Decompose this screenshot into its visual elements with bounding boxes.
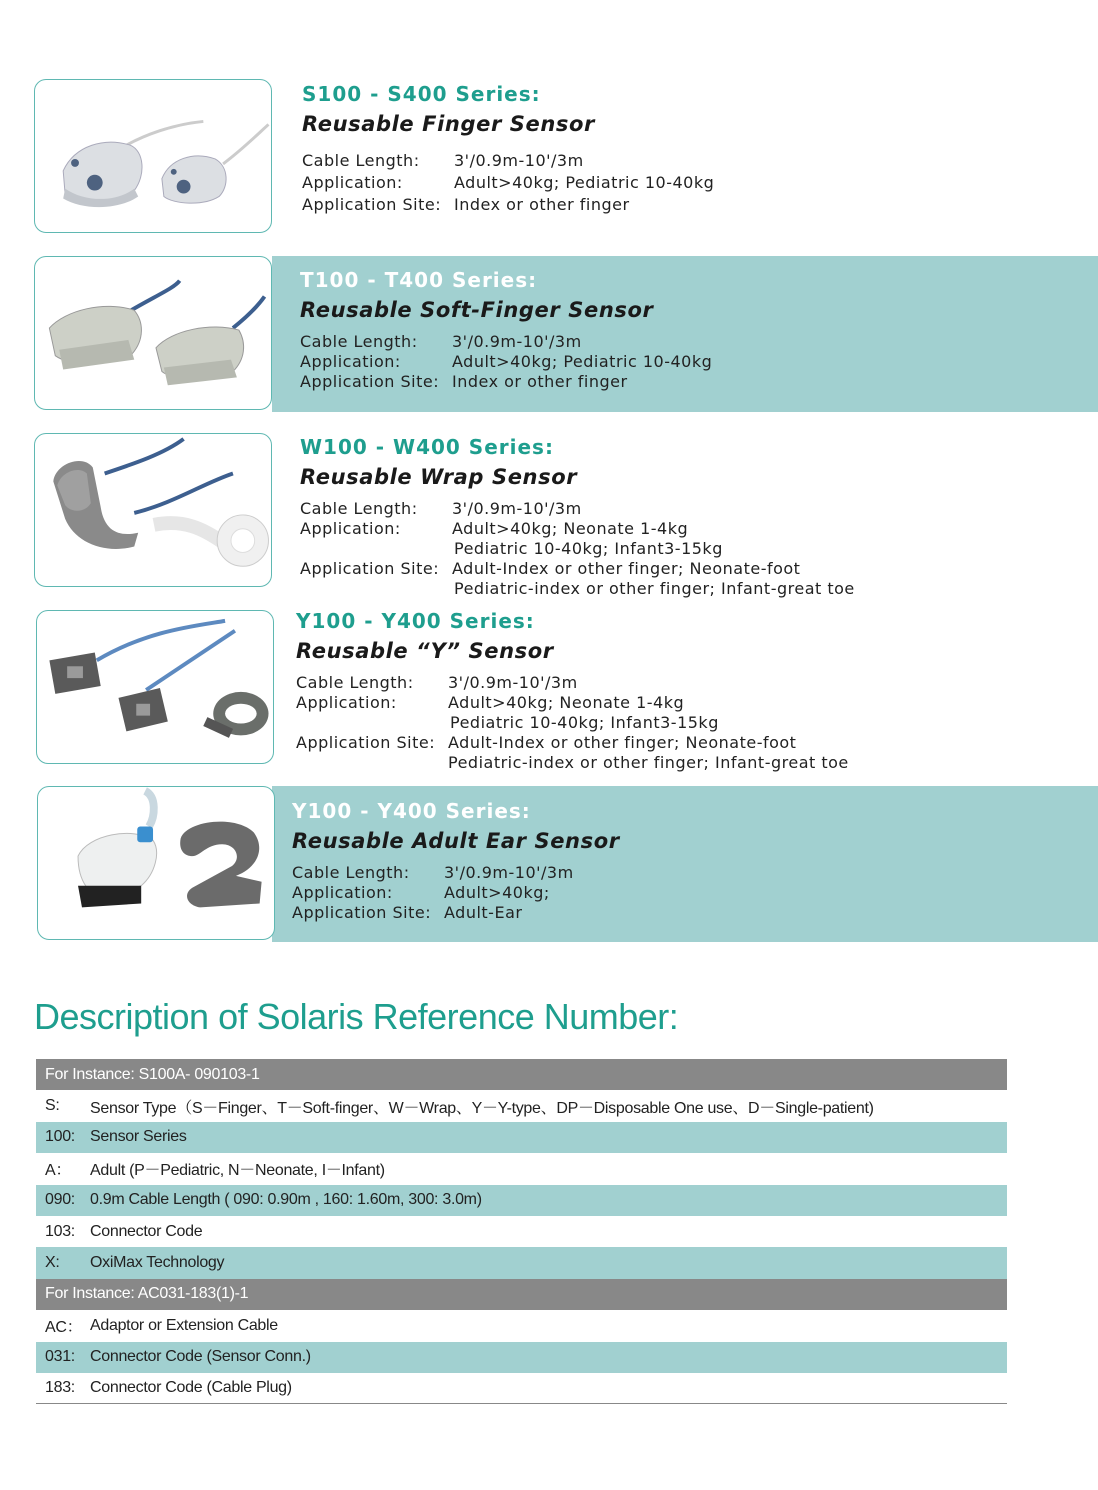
- series-title: T100 - T400 Series:: [300, 268, 538, 292]
- spec-label: Application:: [292, 883, 393, 902]
- soft-finger-sensor-illustration: [35, 257, 271, 409]
- series-title: Y100 - Y400 Series:: [292, 799, 531, 823]
- spec-value: Pediatric-index or other finger; Infant-great toe: [448, 753, 849, 772]
- spec-value: Index or other finger: [454, 195, 630, 214]
- series-title: Y100 - Y400 Series:: [296, 609, 535, 633]
- spec-label: Application:: [300, 519, 401, 538]
- product-name: Reusable Soft-Finger Sensor: [300, 298, 654, 322]
- spec-value: 3'/0.9m-10'/3m: [452, 332, 582, 351]
- table-row: [36, 1090, 1007, 1121]
- product-finger: [302, 82, 714, 216]
- product-name: Reusable “Y” Sensor: [296, 639, 554, 663]
- spec-label: Application:: [300, 352, 401, 371]
- row-code: 103:: [45, 1222, 75, 1240]
- spec-value: Adult>40kg; Pediatric 10-40kg: [452, 352, 713, 371]
- spec-value: 3'/0.9m-10'/3m: [448, 673, 578, 692]
- table-row: [36, 1342, 1007, 1373]
- table-row: [36, 1185, 1007, 1216]
- row-code: X:: [45, 1254, 60, 1272]
- instance-header: For Instance: S100A- 090103-1: [36, 1059, 1007, 1090]
- spec-value: Adult>40kg; Neonate 1-4kg: [448, 693, 685, 712]
- y-sensor-image: [36, 610, 274, 764]
- spec-value: 3'/0.9m-10'/3m: [452, 499, 582, 518]
- table-row: [36, 1216, 1007, 1247]
- y-sensor-illustration: [37, 611, 273, 763]
- product-y-sensor: [296, 609, 849, 773]
- spec-value: Adult-Ear: [444, 903, 523, 922]
- row-text: 0.9m Cable Length ( 090: 0.90m , 160: 1.60m, 300: 3.0m): [90, 1191, 482, 1209]
- row-code: AC：: [45, 1319, 83, 1337]
- wrap-sensor-image: [34, 433, 272, 587]
- table-row: [36, 1122, 1007, 1153]
- spec-value: Adult-Index or other finger; Neonate-foot: [448, 733, 797, 752]
- spec-label: Application Site:: [300, 372, 440, 391]
- table-row: [36, 1247, 1007, 1278]
- spec-label: Cable Length:: [296, 673, 414, 692]
- spec-list: [300, 332, 712, 392]
- row-text: Adaptor or Extension Cable: [90, 1316, 278, 1334]
- description-title: Description of Solaris Reference Number:: [34, 996, 679, 1037]
- row-code: 183:: [45, 1379, 75, 1397]
- row-code: S:: [45, 1097, 60, 1115]
- product-name: Reusable Wrap Sensor: [300, 465, 578, 489]
- row-code: 100:: [45, 1128, 75, 1146]
- row-text: Adult (P－Pediatric, N－Neonate, I－Infant): [90, 1162, 385, 1180]
- spec-list: [300, 499, 855, 599]
- soft-finger-sensor-image: [34, 256, 272, 410]
- ear-sensor-image: [37, 786, 275, 940]
- spec-value: 3'/0.9m-10'/3m: [454, 151, 584, 170]
- spec-label: Cable Length:: [300, 499, 418, 518]
- spec-label: Application Site:: [292, 903, 432, 922]
- spec-label: Application:: [296, 693, 397, 712]
- product-name: Reusable Finger Sensor: [302, 112, 596, 136]
- spec-value: Adult-Index or other finger; Neonate-foot: [452, 559, 801, 578]
- finger-sensor-image: [34, 79, 272, 233]
- row-text: Sensor Type（S－Finger、T－Soft-finger、W－Wrap、Y－Y-type、DP－Disposable One use、D－Single-patient): [90, 1099, 874, 1117]
- spec-value: Index or other finger: [452, 372, 628, 391]
- row-code: 090:: [45, 1191, 75, 1209]
- spec-value: Pediatric 10-40kg; Infant3-15kg: [450, 713, 719, 732]
- ear-sensor-illustration: [38, 787, 274, 939]
- product-ear: [292, 799, 620, 923]
- row-text: Connector Code (Cable Plug): [90, 1379, 292, 1397]
- wrap-sensor-illustration: [35, 434, 271, 586]
- spec-value: Adult>40kg; Pediatric 10-40kg: [454, 173, 715, 192]
- row-text: OxiMax Technology: [90, 1254, 225, 1272]
- row-code: 031:: [45, 1348, 75, 1366]
- row-code: A：: [45, 1162, 72, 1180]
- series-title: W100 - W400 Series:: [300, 435, 554, 459]
- spec-label: Application Site:: [296, 733, 436, 752]
- spec-list: [296, 673, 849, 773]
- product-soft-finger: [300, 268, 712, 392]
- spec-label: Cable Length:: [292, 863, 410, 882]
- product-wrap: [300, 435, 855, 599]
- spec-label: Application Site:: [300, 559, 440, 578]
- spec-list: [302, 150, 714, 216]
- spec-value: Adult>40kg; Neonate 1-4kg: [452, 519, 689, 538]
- spec-value: 3'/0.9m-10'/3m: [444, 863, 574, 882]
- series-title: S100 - S400 Series:: [302, 82, 541, 106]
- row-text: Connector Code: [90, 1222, 203, 1240]
- spec-label: Application Site:: [302, 195, 442, 214]
- spec-value: Pediatric 10-40kg; Infant3-15kg: [454, 539, 723, 558]
- table-row: [36, 1153, 1007, 1184]
- instance-header: For Instance: AC031-183(1)-1: [36, 1279, 1007, 1310]
- spec-label: Cable Length:: [300, 332, 418, 351]
- table-row: [36, 1310, 1007, 1341]
- spec-list: [292, 863, 620, 923]
- spec-value: Pediatric-index or other finger; Infant-great toe: [454, 579, 855, 598]
- finger-sensor-illustration: [35, 80, 271, 232]
- row-text: Sensor Series: [90, 1128, 187, 1146]
- spec-value: Adult>40kg;: [444, 883, 550, 902]
- spec-label: Cable Length:: [302, 151, 420, 170]
- reference-table: [36, 1059, 1007, 1404]
- product-name: Reusable Adult Ear Sensor: [292, 829, 620, 853]
- spec-label: Application:: [302, 173, 403, 192]
- table-row: [36, 1373, 1007, 1404]
- row-text: Connector Code (Sensor Conn.): [90, 1348, 311, 1366]
